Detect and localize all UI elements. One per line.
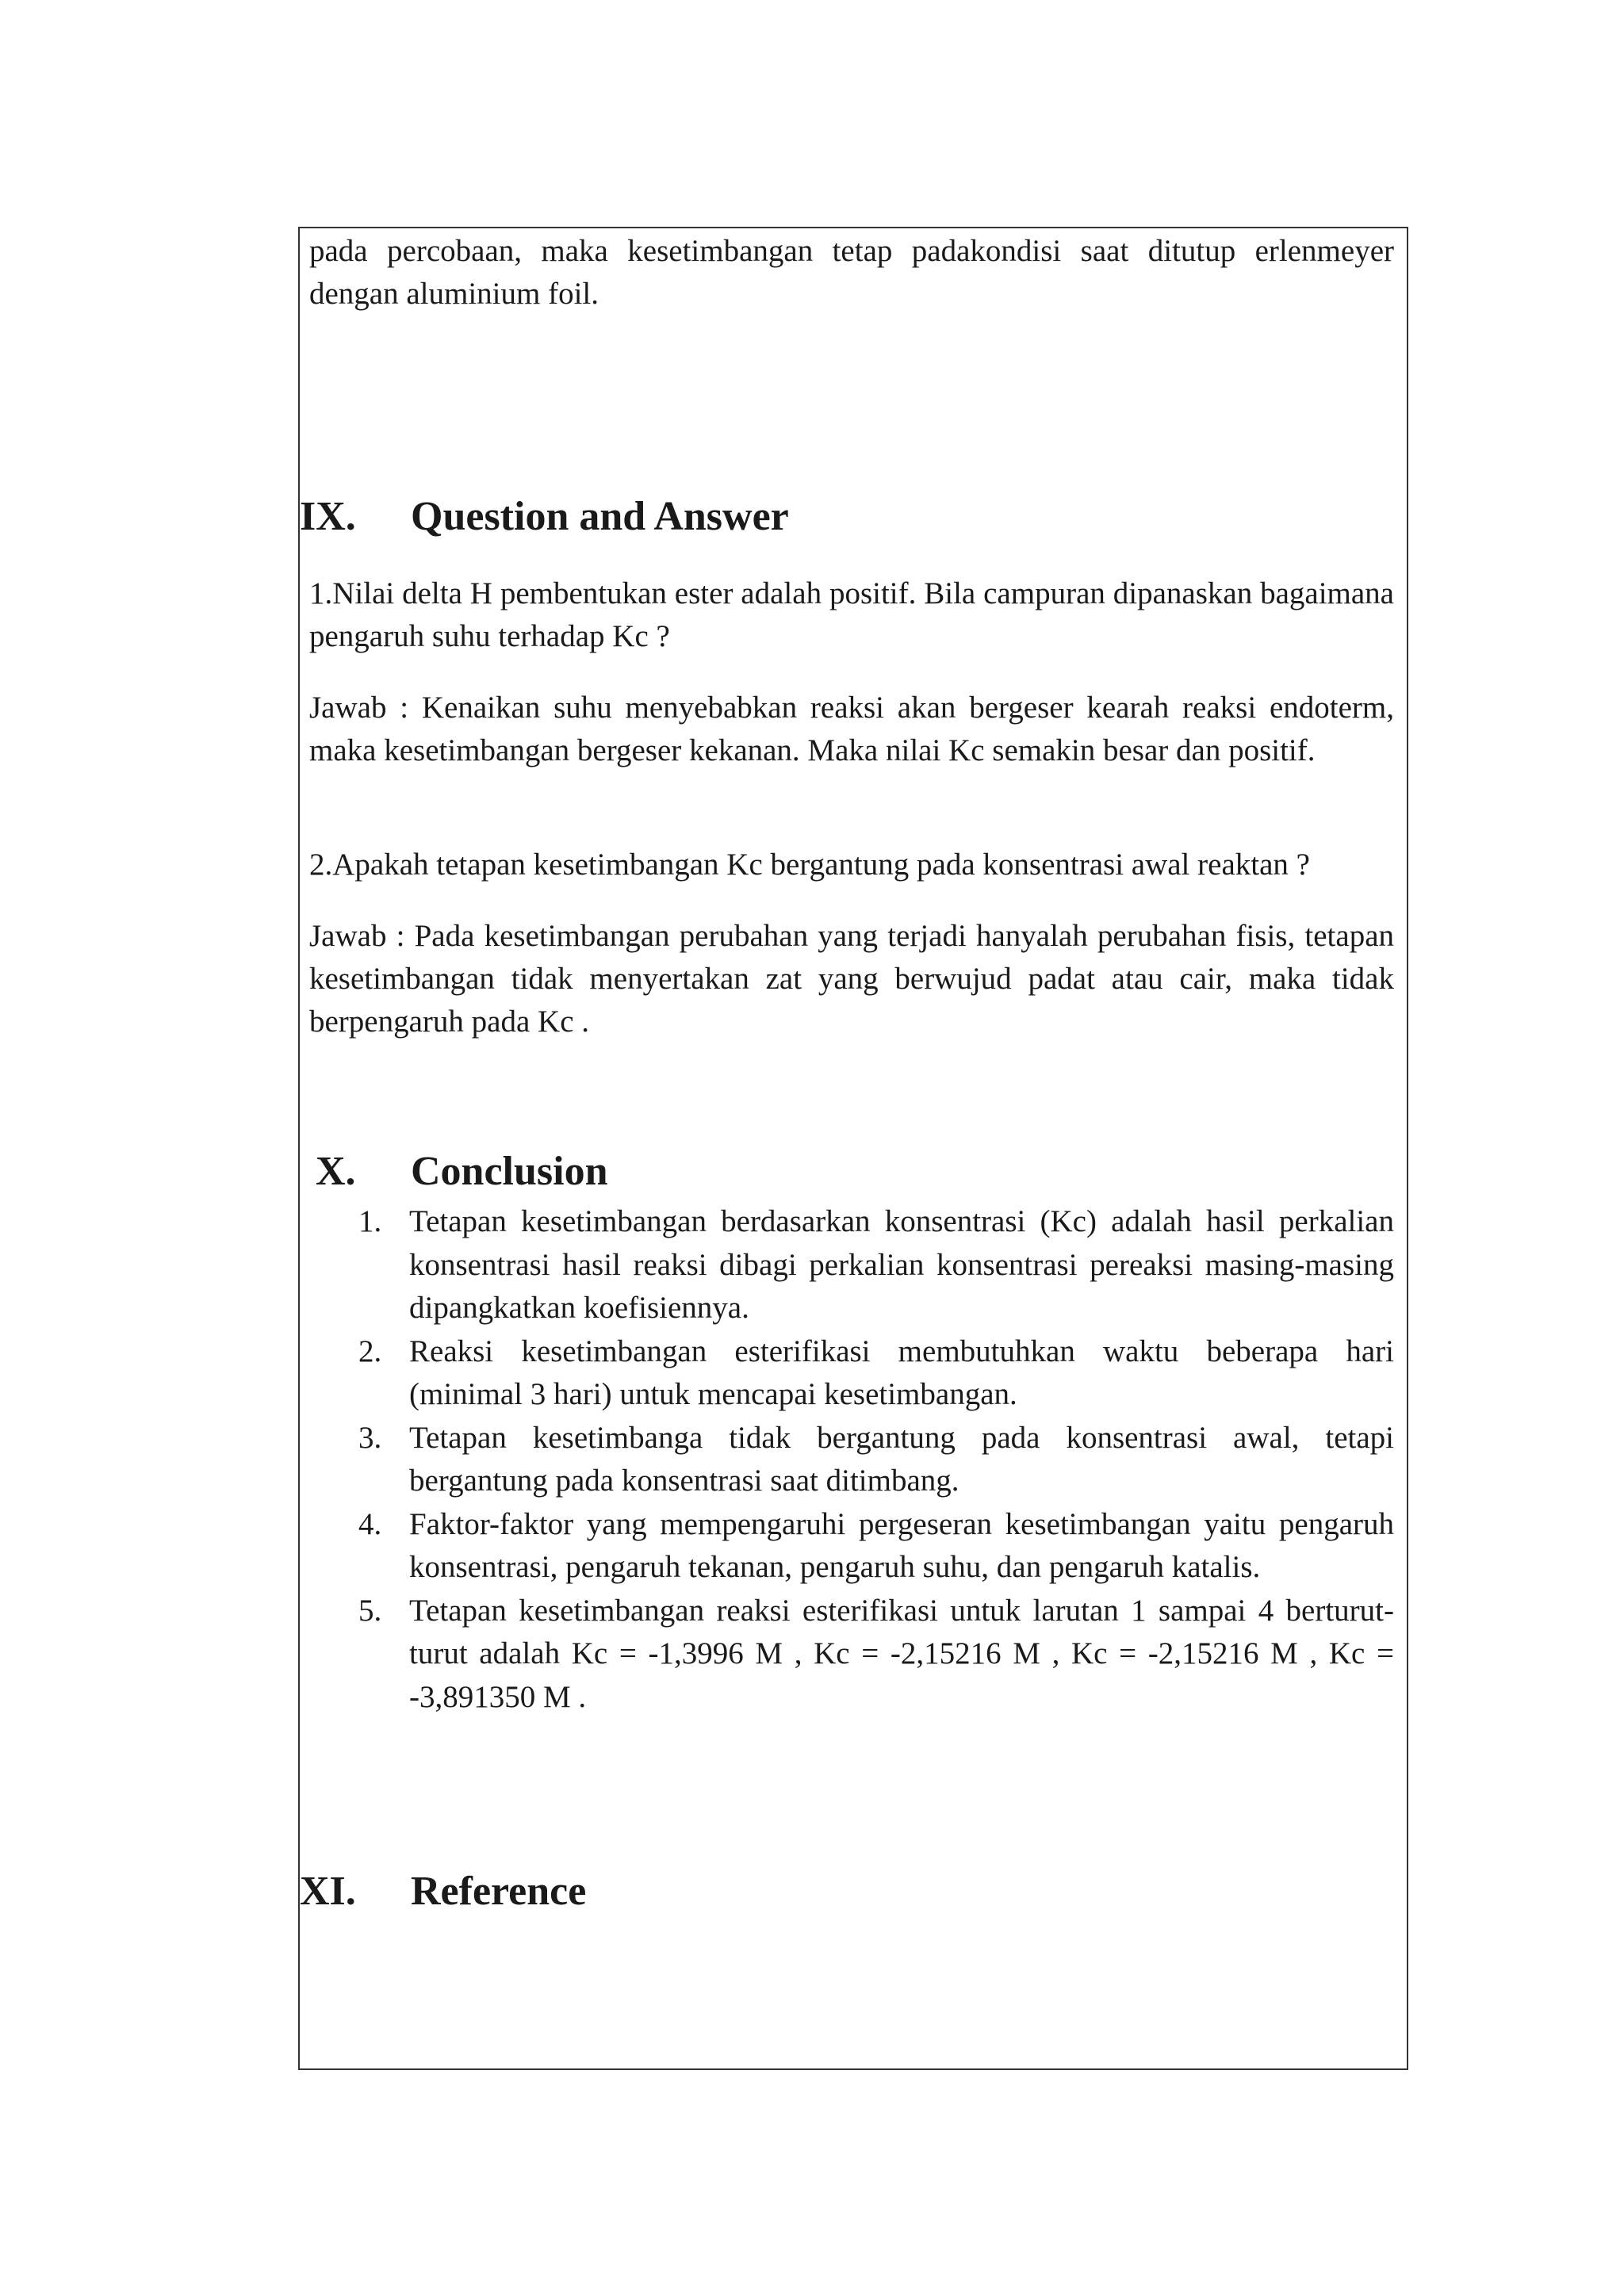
question-2: 2.Apakah tetapan kesetimbangan Kc bergantung pada konsentrasi awal reaktan ? (309, 848, 1310, 882)
list-marker: 5. (358, 1593, 382, 1628)
section-title: Conclusion (411, 1149, 608, 1194)
section-number: XI. (300, 1869, 356, 1914)
list-item-text: Tetapan kesetimbanga tidak bergantung pada konsentrasi awal, tetapi bergantung pada konsentrasi saat ditimbang. (409, 1420, 1394, 1498)
section-title: Question and Answer (411, 494, 789, 539)
list-marker: 3. (358, 1420, 382, 1455)
list-item-text: Faktor-faktor yang mempengaruhi pergeseran kesetimbangan yaitu pengaruh konsentrasi, pengaruh tekanan, pengaruh suhu, dan pengaruh katalis. (409, 1506, 1394, 1584)
list-item (309, 1330, 1394, 1417)
section-number: IX. (300, 494, 356, 539)
list-item (309, 1503, 1394, 1590)
answer-1: Jawab : Kenaikan suhu menyebabkan reaksi akan bergeser kearah reaksi endoterm, maka kesetimbangan bergeser kekanan. Maka nilai Kc semakin besar dan positif. (309, 691, 1394, 767)
list-item (309, 1590, 1394, 1720)
list-item-text: Reaksi kesetimbangan esterifikasi membutuhkan waktu beberapa hari (minimal 3 hari) untuk mencapai kesetimbangan. (409, 1334, 1394, 1411)
list-marker: 1. (358, 1204, 382, 1238)
section-number: X. (316, 1149, 356, 1194)
continuation-paragraph: pada percobaan, maka kesetimbangan tetap padakondisi saat ditutup erlenmeyer dengan aluminium foil. (309, 234, 1394, 311)
list-item (309, 1200, 1394, 1330)
list-item-text: Tetapan kesetimbangan berdasarkan konsentrasi (Kc) adalah hasil perkalian konsentrasi hasil reaksi dibagi perkalian konsentrasi pereaksi masing-masing dipangkatkan koefisiennya. (409, 1204, 1394, 1325)
list-item-text: Tetapan kesetimbangan reaksi esterifikasi untuk larutan 1 sampai 4 berturut-turut adalah Kc = -1,3996 M , Kc = -2,15216 M , Kc = -2,15216 M , Kc = -3,891350 M . (409, 1593, 1394, 1714)
conclusion-list (309, 1200, 1394, 1719)
question-1: 1.Nilai delta H pembentukan ester adalah positif. Bila campuran dipanaskan bagaimana pengaruh suhu terhadap Kc ? (309, 576, 1394, 653)
answer-2: Jawab : Pada kesetimbangan perubahan yang terjadi hanyalah perubahan fisis, tetapan kesetimbangan tidak menyertakan zat yang berwujud padat atau cair, maka tidak berpengaruh pada Kc . (309, 919, 1394, 1039)
section-title: Reference (411, 1869, 587, 1914)
list-item (309, 1417, 1394, 1503)
list-marker: 2. (358, 1334, 382, 1368)
list-marker: 4. (358, 1506, 382, 1541)
